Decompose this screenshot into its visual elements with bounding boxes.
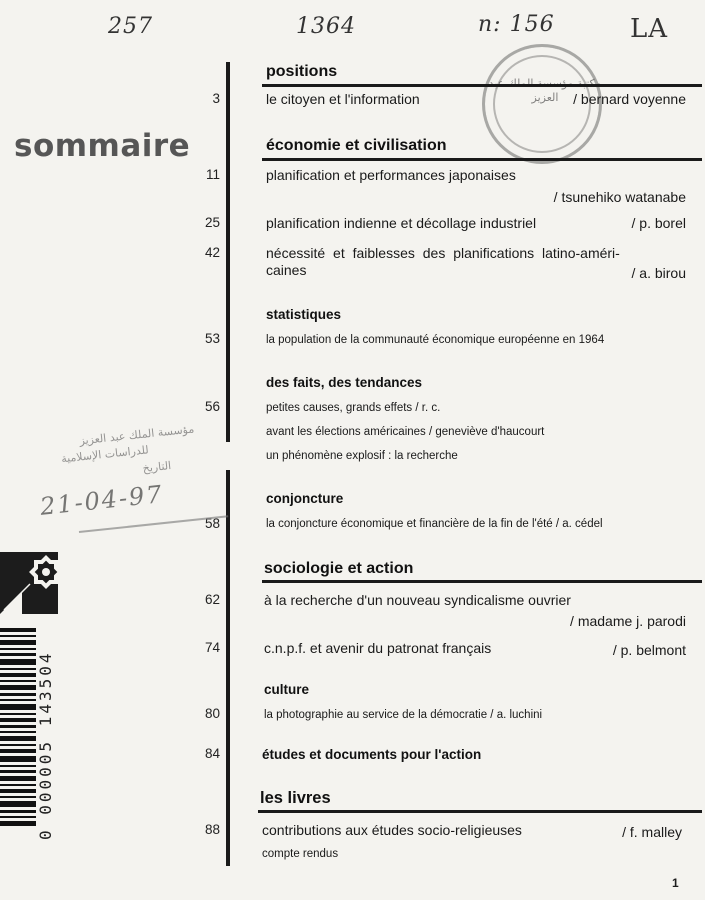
date-stamp-line-1: مؤسسة الملك عبد العزيز [78,422,195,448]
toc-entry-author: / a. birou [631,265,686,281]
toc-entry-title: la conjoncture économique et financière de la fin de l'été / a. cédel [266,518,603,530]
toc-entry-title: à la recherche d'un nouveau syndicalisme ouvrier [264,592,571,608]
barcode-number: 0 000005 143504 [36,650,55,840]
date-stamp [19,420,229,544]
toc-page-number: 58 [204,516,220,531]
toc-entry-author: / tsunehiko watanabe [553,189,686,205]
subsection-heading-statistiques: statistiques [266,307,342,322]
toc-page-number: 74 [204,640,220,655]
toc-entry-title: contributions aux études socio-religieuses [262,822,522,838]
toc-page-number: 80 [204,706,220,721]
toc-entry-author: / p. borel [631,215,686,231]
toc-page-number: 53 [204,331,220,346]
section-bar-economie [262,158,702,161]
subsection-heading-culture: culture [264,682,310,697]
toc-entry-line: avant les élections américaines / geneviève d'haucourt [266,426,545,438]
toc-page-number: 11 [205,167,220,182]
date-stamp-line-2: للدراسات الإسلامية [60,443,150,466]
section-heading-livres: les livres [260,789,331,807]
toc-entry-subline: compte rendus [262,848,339,860]
toc-entry-title: planification indienne et décollage industriel [266,215,537,231]
toc-page-number: 88 [204,822,220,837]
toc-entry-title: planification et performances japonaises [266,167,516,183]
toc-entry-line: un phénomène explosif : la recherche [266,450,458,462]
toc-entry-title: nécessité et faiblesses des planifications latino-améri- [266,245,620,261]
section-heading-positions: positions [266,63,338,80]
toc-page-number: 3 [212,91,220,106]
library-stamp-text: العزيز [531,91,559,104]
date-stamp-date: 21-04-97 [38,480,165,521]
handwritten-note-3: n: 156 [478,12,555,37]
toc-page-number: 25 [204,215,220,230]
handwritten-note-4: LA [630,14,669,44]
section-bar-sociologie [262,580,702,583]
vertical-rule-top [226,62,230,442]
handwritten-note-2: 1364 [296,14,356,39]
toc-entry-author: / madame j. parodi [570,613,686,629]
section-heading-sociologie: sociologie et action [264,560,414,577]
handwritten-note-1: 257 [108,14,153,39]
section-bar-livres [258,810,702,813]
toc-entry-line: petites causes, grands effets / r. c. [266,402,441,414]
toc-entry-title-continued: caines [266,262,307,278]
publisher-logo [0,552,70,618]
toc-page-number: 62 [204,592,220,607]
toc-entry-author: / f. malley [622,824,682,840]
vertical-rule-bottom [226,470,230,866]
toc-entry-author: / bernard voyenne [573,91,686,107]
section-bar-positions [262,84,702,87]
toc-entry-title: la population de la communauté économique européenne en 1964 [266,334,605,346]
toc-entry-title: la photographie au service de la démocratie / a. luchini [264,709,543,721]
section-heading-economie: économie et civilisation [266,137,447,154]
toc-page-number: 56 [204,399,220,414]
subsection-heading-conjoncture: conjoncture [266,491,344,506]
page-number: 1 [672,876,679,890]
date-stamp-line-3: التاريخ [142,459,172,475]
toc-page-number: 42 [204,245,220,260]
toc-entry-author: / p. belmont [612,642,686,658]
page-title: sommaire [14,128,191,164]
toc-entry-title: le citoyen et l'information [266,91,420,107]
toc-page-number: 84 [204,746,220,761]
subsection-heading-faits: des faits, des tendances [266,375,423,390]
toc-entry-etudes: études et documents pour l'action [262,747,482,762]
toc-entry-title: c.n.p.f. et avenir du patronat français [264,640,492,656]
